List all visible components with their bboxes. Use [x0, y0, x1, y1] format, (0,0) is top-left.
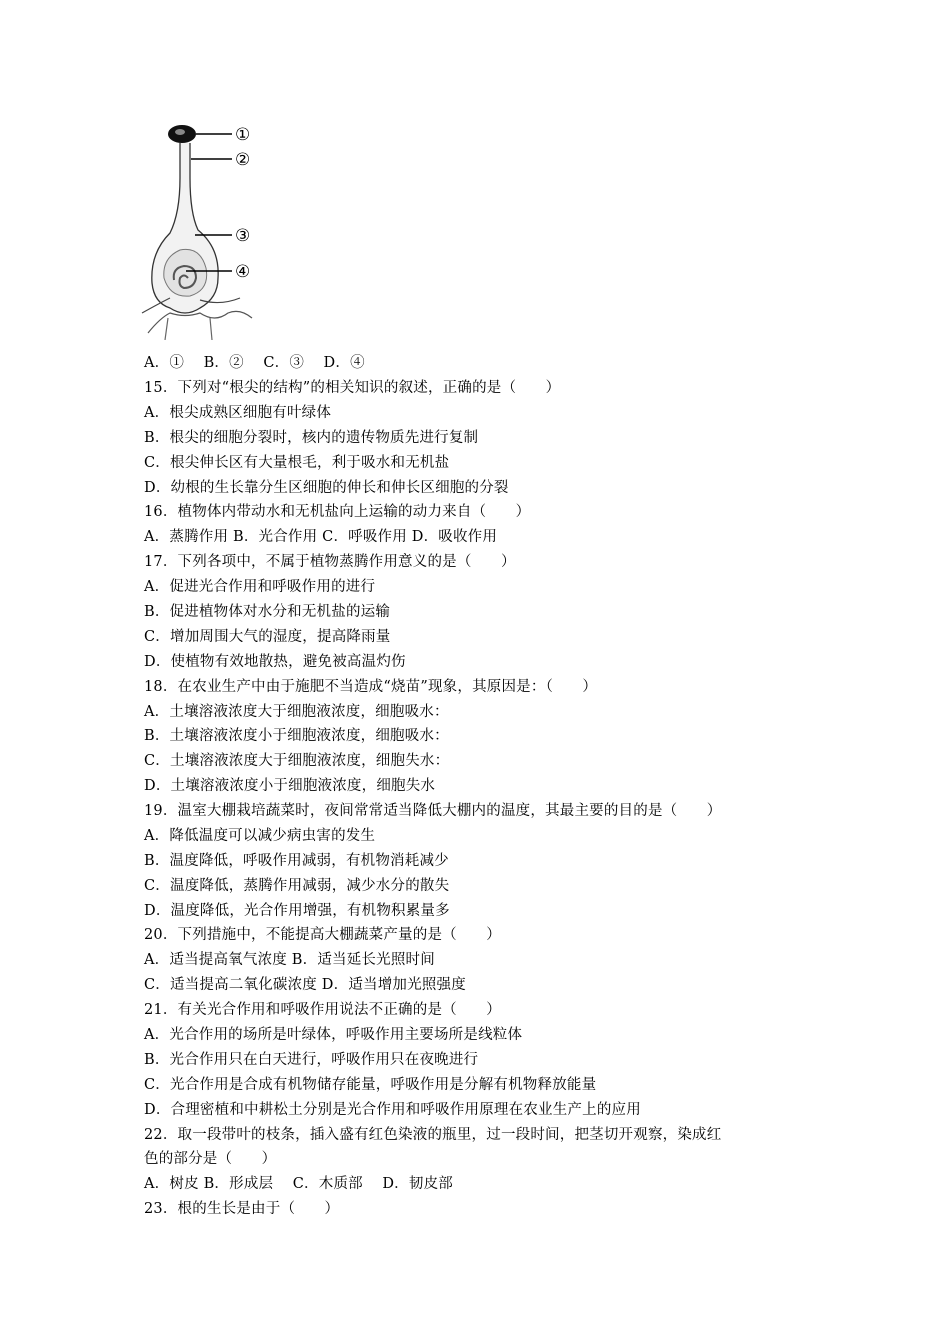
option-a: A．降低温度可以减少病虫害的发生: [144, 828, 376, 844]
question-15: 15．下列对“根尖的结构”的相关知识的叙述，正确的是（ ）: [144, 380, 561, 396]
diagram-label: ④: [235, 262, 251, 282]
option-b: B．光合作用只在白天进行，呼吸作用只在夜晚进行: [144, 1052, 479, 1068]
option-b: B．土壤溶液浓度小于细胞液浓度，细胞吸水：: [144, 728, 449, 744]
answer-options: A．蒸腾作用 B．光合作用 C．呼吸作用 D．吸收作用: [144, 529, 498, 545]
question-22: 22．取一段带叶的枝条，插入盛有红色染液的瓶里，过一段时间，把茎切开观察，染成红: [144, 1127, 722, 1143]
option-a: A．根尖成熟区细胞有叶绿体: [144, 405, 332, 421]
root-hair-diagram: [140, 118, 270, 340]
option-a: A．促进光合作用和呼吸作用的进行: [144, 579, 376, 595]
root-hair-illustration: [140, 118, 270, 340]
question-22-continued: 色的部分是（ ）: [144, 1151, 277, 1167]
option-d: D．合理密植和中耕松土分别是光合作用和呼吸作用原理在农业生产上的应用: [144, 1102, 641, 1118]
question-19: 19．温室大棚栽培蔬菜时，夜间常常适当降低大棚内的温度，其最主要的目的是（ ）: [144, 803, 722, 819]
question-17: 17．下列各项中，不属于植物蒸腾作用意义的是（ ）: [144, 554, 516, 570]
question-23: 23．根的生长是由于（ ）: [144, 1201, 340, 1217]
option-c: C．根尖伸长区有大量根毛，利于吸水和无机盐: [144, 455, 450, 471]
option-b: B．根尖的细胞分裂时，核内的遗传物质先进行复制: [144, 430, 479, 446]
question-16: 16．植物体内带动水和无机盐向上运输的动力来自（ ）: [144, 504, 531, 520]
option-d: D．使植物有效地散热，避免被高温灼伤: [144, 654, 406, 670]
option-d: D．幼根的生长靠分生区细胞的伸长和伸长区细胞的分裂: [144, 480, 509, 496]
option-b: B．温度降低，呼吸作用减弱，有机物消耗减少: [144, 853, 449, 869]
question-21: 21．有关光合作用和呼吸作用说法不正确的是（ ）: [144, 1002, 501, 1018]
answer-options: C．适当提高二氧化碳浓度 D．适当增加光照强度: [144, 977, 466, 993]
option-c: C．温度降低，蒸腾作用减弱，减少水分的散失: [144, 878, 450, 894]
option-c: C．光合作用是合成有机物储存能量，呼吸作用是分解有机物释放能量: [144, 1077, 597, 1093]
option-d: D．土壤溶液浓度小于细胞液浓度，细胞失水: [144, 778, 436, 794]
diagram-label: ①: [235, 125, 251, 145]
answer-options: A．树皮 B．形成层 C．木质部 D．韧皮部: [144, 1176, 453, 1192]
diagram-label: ②: [235, 150, 251, 170]
option-c: C．增加周围大气的湿度，提高降雨量: [144, 629, 391, 645]
option-d: D．温度降低，光合作用增强，有机物积累量多: [144, 903, 450, 919]
option-a: A．光合作用的场所是叶绿体，呼吸作用主要场所是线粒体: [144, 1027, 523, 1043]
option-c: C．土壤溶液浓度大于细胞液浓度，细胞失水：: [144, 753, 450, 769]
diagram-label: ③: [235, 226, 251, 246]
answer-options: A．适当提高氧气浓度 B．适当延长光照时间: [144, 952, 435, 968]
option-a: A．土壤溶液浓度大于细胞液浓度，细胞吸水：: [144, 704, 449, 720]
option-b: B．促进植物体对水分和无机盐的运输: [144, 604, 391, 620]
question-18: 18．在农业生产中由于施肥不当造成“烧苗”现象，其原因是：（ ）: [144, 679, 598, 695]
answer-options: A．① B．② C．③ D．④: [144, 355, 365, 371]
question-20: 20．下列措施中，不能提高大棚蔬菜产量的是（ ）: [144, 927, 501, 943]
